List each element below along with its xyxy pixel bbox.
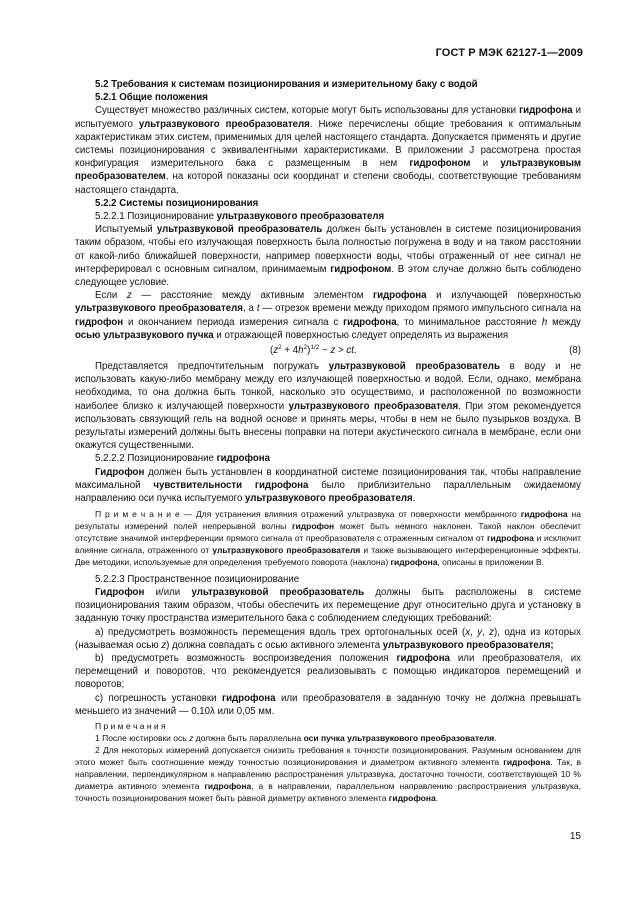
section-5-2-1-title: 5.2.1 Общие положения bbox=[95, 92, 208, 104]
note-2: 2 Для некоторых измерений допускается снизить требования к точности позиционирования. Разумным основанием для этого может быть соотношение между точностью позиционирования и диаметром активного элемента гидрофона. Так, в направлении, перпендикулярном к направлению распространения ультразвука, достаточно точности, соответствующей 10 % диаметра активного элемента гидрофона, а в направлении, параллельном направлению распространения ультразвука, точность позиционирования может быть равной диаметру активного элемента гидрофона. bbox=[75, 744, 582, 803]
list-item-c: с) погрешность установки гидрофона или преобразователя в заданную точку не должна превышать меньшего из значений — 0,10λ или 0,05 мм. bbox=[75, 692, 581, 717]
paragraph-5-2-2-1-a: Испытуемый ультразвуковой преобразователь должен быть установлен в системе позиционирования таким образом, чтобы его излучающая поверхность была полностью погружена в воду и на таком расстоянии от какой-либо ближайшей поверхности, например поверхности воды, чтобы отраженный от нее сигнал не интерферировал с основным сигналом, принимаемым гидрофоном. В этом случае должно быть соблюдено следующее условие. bbox=[75, 224, 581, 289]
paragraph-5-2-2-1-b: Если z — расстояние между активным элементом гидрофона и излучающей поверхностью ультразвукового преобразователя, а t — отрезок времени между приходом прямого импульсного сигнала на гидрофон и окончанием периода измерения сигнала с гидрофона, то минимальное расстояние h между осью ультразвукового пучка и отражающей поверхностью следует определять из выражения bbox=[75, 290, 581, 341]
section-5-2-2-title: 5.2.2 Системы позиционирования bbox=[95, 197, 259, 209]
content bbox=[75, 78, 581, 804]
section-5-2-2-3-title: 5.2.2.3 Пространственное позиционирование bbox=[95, 573, 300, 585]
section-5-2-2-1-title: 5.2.2.1 Позиционирование ультразвукового преобразователя bbox=[95, 211, 385, 223]
section-5-2-2-2-title: 5.2.2.2 Позиционирование гидрофона bbox=[95, 453, 271, 465]
paragraph-5-2-1: Существует множество различных систем, которые могут быть использованы для установки гидрофона и испытуемого ультразвукового преобразователя. Ниже перечислены общие требования к оптимальным характеристикам этих систем, применимых для целей настоящего стандарта. Допускается применять и другие системы позиционирования с эквивалентными характеристиками. В приложении J рассмотрена простая конфигурация измерительного бака с размещенным в нем гидрофоном и ультразвуковым преобразователем, на которой показаны оси координат и степени свободы, соответствующие требованиям настоящего стандарта. bbox=[75, 105, 582, 196]
standard-header: ГОСТ Р МЭК 62127-1—2009 bbox=[435, 47, 583, 59]
paragraph-5-2-2-1-c: Представляется предпочтительным погружать ультразвуковой преобразователь в воду и не использовать какую-либо мембрану между его излучающей поверхностью и водой. Если, однако, мембрана необходима, то она должна быть тонкой, насколько это осуществимо, и расположенной по возможности наиболее близко к излучающей поверхности ультразвукового преобразователя. При этом рекомендуется использовать связующий гель на водной основе и принять меры, чтобы в нем не было пузырьков воздуха. В результаты измерений должны быть внесены поправки на потери акустического сигнала в мембране, если они окажутся существенными. bbox=[75, 361, 582, 452]
list-item-a: а) предусмотреть возможность перемещения вдоль трех ортогональных осей (x, y, z), одна из которых (называемая осью z) должна совпадать с осью активного элемента ультразвукового преобразователя; bbox=[75, 626, 581, 651]
equation-formula: $(z^2 + 4h^2)^{1/2} - z$ > ct. bbox=[270, 343, 357, 357]
note-5-2-2-2: П р и м е ч а н и е — Для устранения влияния отражений ультразвука от поверхности мембранного гидрофона на результаты измерений полей непрерывной волны гидрофон может быть немного наклонен. Такой наклон обеспечит отсутствие значимой интерференции прямого сигнала от преобразователя с отраженным сигналом от гидрофона и исключит влияние сигнала, отраженного от ультразвукового преобразователя и также вызывающего интерференционные эффекты. Две методики, используемые для определения требуемого поворота (наклона) гидрофона, описаны в приложении В. bbox=[75, 509, 581, 567]
notes-title: П р и м е ч а н и я bbox=[95, 721, 166, 732]
paragraph-5-2-2-3: Гидрофон и/или ультразвуковой преобразователь должны быть расположены в системе позиционирования таким образом, чтобы обеспечить их перемещение друг относительно друга и установку в заданную точку пространства измерительного бака с соблюдением следующих требований: bbox=[75, 587, 582, 625]
page-number: 15 bbox=[569, 831, 581, 842]
paragraph-5-2-2-2: Гидрофон должен быть установлен в координатной системе позиционирования так, чтобы направление максимальной чувствительности гидрофона было приблизительно параллельным ожидаемому направлению оси пучка испытуемого ультразвукового преобразователя. bbox=[75, 466, 581, 505]
list-item-b: b) предусмотреть возможность воспроизведения положения гидрофона или преобразователя, их перемещений и поворотов, что рекомендуется реализовывать с помощью индикаторов перемещений и поворотов; bbox=[75, 653, 581, 691]
equation-8 bbox=[75, 342, 581, 360]
note-1: 1 После юстировки ось z должна быть параллельна оси пучка ультразвукового преобразователя. bbox=[95, 732, 497, 743]
equation-number: (8) bbox=[569, 345, 581, 357]
section-5-2-title: 5.2 Требования к системам позиционирования и измерительному баку с водой bbox=[95, 79, 478, 90]
